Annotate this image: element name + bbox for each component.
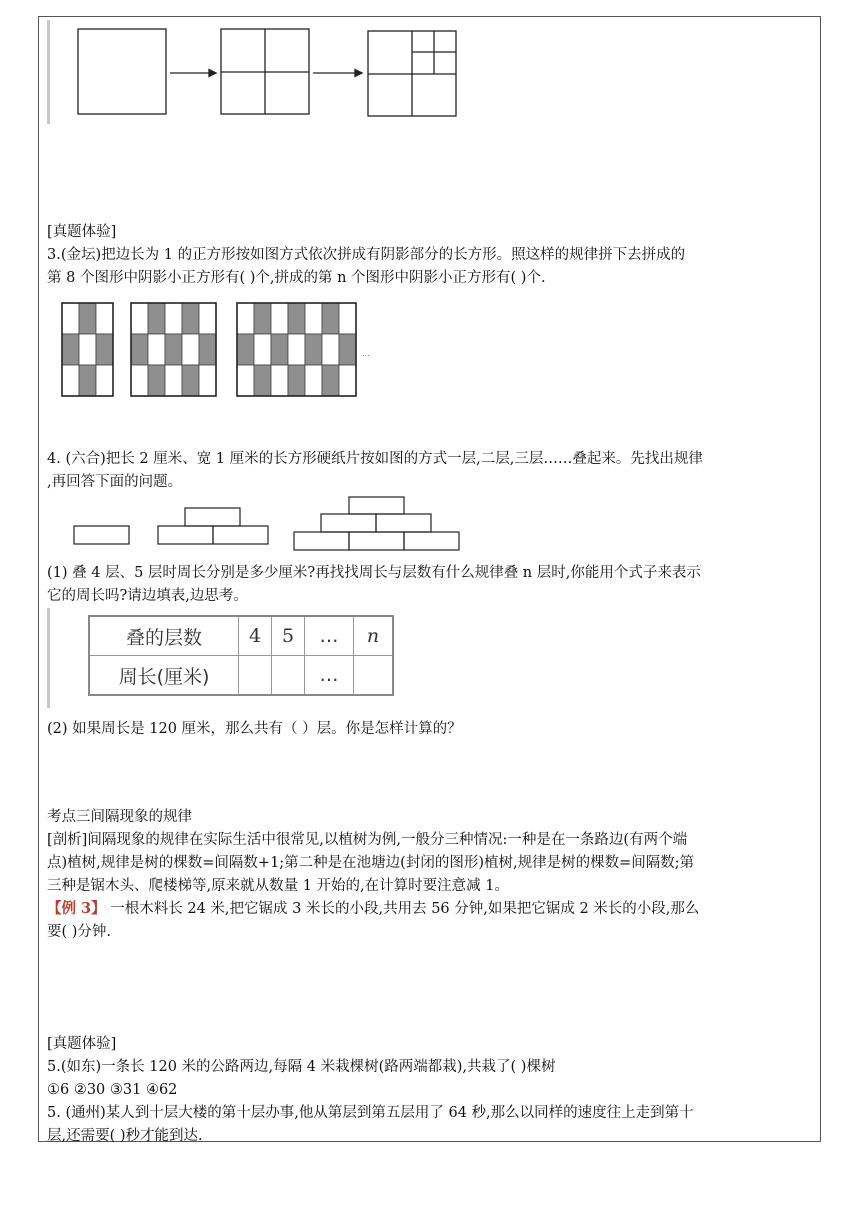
example3-text: 一根木料长 24 米,把它锯成 3 米长的小段,共用去 56 分钟,如果把它锯成 2 米长的小段,那么 (105, 901, 700, 917)
perimeter-input-4[interactable] (239, 656, 272, 696)
q5a-options: ①6 ②30 ③31 ④62 (47, 1082, 178, 1098)
table-header-layers: 叠的层数 (89, 616, 239, 656)
q4-part2: (2) 如果周长是 120 厘米，那么共有（ ）层。你是怎样计算的？ (47, 721, 462, 737)
q5b-line2: 层,还需要( )秒才能到达. (47, 1128, 203, 1144)
perimeter-input-n[interactable] (354, 656, 394, 696)
analysis-line3: 三种是锯木头、爬楼梯等,原来就从数量 1 开始的,在计算时要注意减 1。 (47, 878, 509, 894)
kaodian3-title: 考点三间隔现象的规律 (47, 809, 192, 825)
table-row-perimeter (89, 656, 393, 696)
q4-line2: ,再回答下面的问题。 (47, 474, 183, 490)
analysis-line2: 点)植树,规律是树的棵数=间隔数+1;第二种是在池塘边(封闭的图形)植树,规律是树的棵数=间隔数;第 (47, 855, 695, 871)
table-cell-ellipsis-2: … (305, 656, 354, 696)
table-margin-bar (47, 608, 50, 708)
q3-line1: 3.(金坛)把边长为 1 的正方形按如图方式依次拼成有阴影部分的长方形。照这样的规律拼下去拼成的 (47, 247, 686, 263)
q4-line1: 4. (六合)把长 2 厘米、宽 1 厘米的长方形硬纸片按如图的方式一层,二层,三层……叠起来。先找出规律 (47, 451, 703, 467)
zhenti-heading-1: [真题体验] (47, 224, 117, 240)
example3-label: 【例 3】 (47, 900, 106, 917)
q4-part1-line2: 它的周长吗?请边填表,边思考。 (47, 588, 248, 604)
more-mark: ... (362, 349, 370, 358)
example3-line2: 要( )分钟. (47, 924, 112, 940)
table-cell-4: 4 (239, 616, 272, 656)
table-cell-n: n (354, 616, 394, 656)
q5b-line1: 5. (通州)某人到十层大楼的第十层办事,他从第层到第五层用了 64 秒,那么以同样的速度往上走到第十 (47, 1105, 694, 1121)
q5a-text: 5.(如东)一条长 120 米的公路两边,每隔 4 米栽棵树(路两端都栽),共栽了( )棵树 (47, 1059, 556, 1075)
q3-line2: 第 8 个图形中阴影小正方形有( )个,拼成的第 n 个图形中阴影小正方形有( )个. (47, 270, 546, 286)
q4-part1-line1: (1) 叠 4 层、5 层时周长分别是多少厘米?再找找周长与层数有什么规律叠 n 层时,你能用个式子来表示 (47, 565, 701, 581)
table-cell-5: 5 (272, 616, 305, 656)
table-row-layers (89, 616, 393, 656)
stacked-bricks-figure (0, 0, 860, 560)
table-cell-ellipsis: … (305, 616, 354, 656)
layers-perimeter-table (88, 615, 394, 696)
analysis-line1: [剖析]间隔现象的规律在实际生活中很常见,以植树为例,一般分三种情况:一种是在一条路边(有两个端 (47, 832, 688, 848)
table-header-perimeter: 周长(厘米) (89, 656, 239, 696)
perimeter-input-5[interactable] (272, 656, 305, 696)
example3-line1 (47, 899, 699, 919)
zhenti-heading-2: [真题体验] (47, 1036, 117, 1052)
